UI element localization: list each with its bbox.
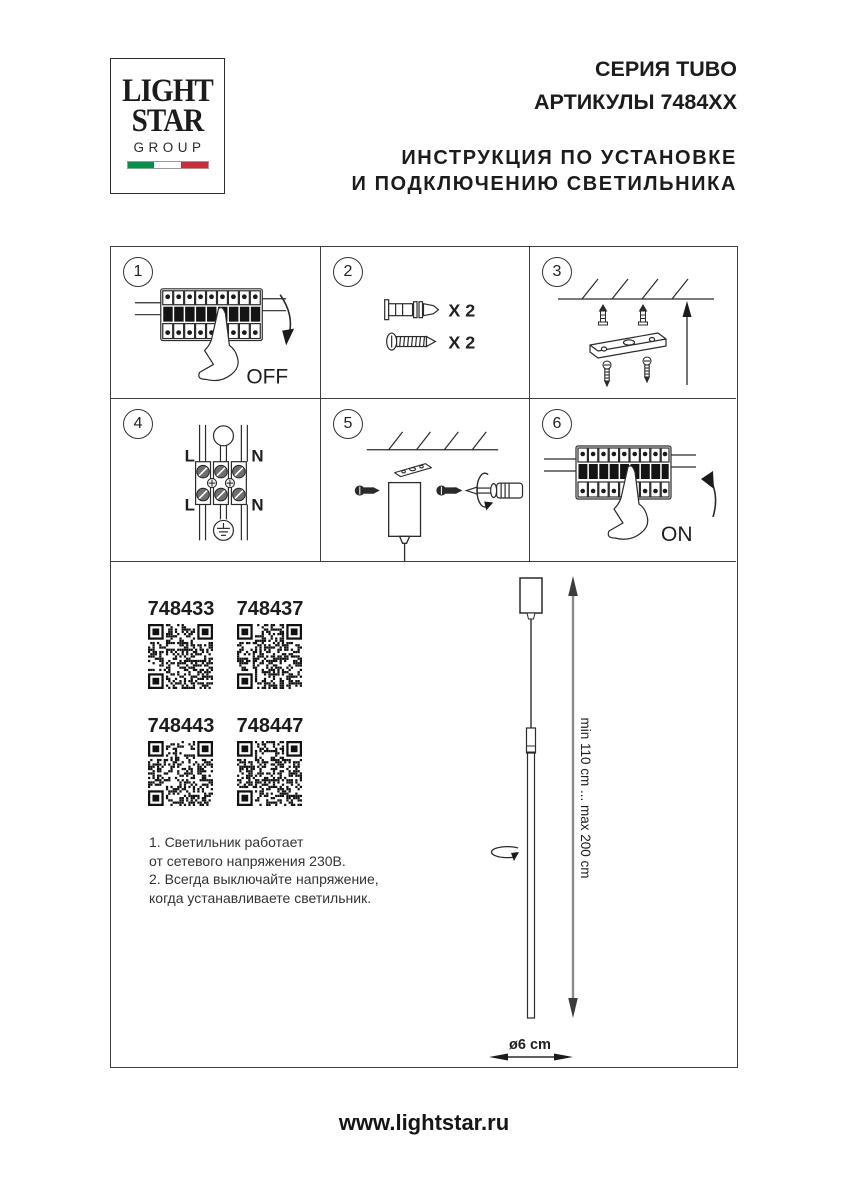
anchor-qty-label: X 2 — [448, 300, 476, 321]
canopy-box — [389, 483, 421, 562]
diameter-label: ø6 cm — [509, 1037, 551, 1053]
qr-code — [237, 624, 302, 689]
breaker-toggles-on — [579, 464, 669, 479]
screw-icon — [387, 333, 436, 350]
anchor-up-left — [599, 305, 608, 325]
qr-code — [148, 624, 213, 689]
articles-title: АРТИКУЛЫ 7484XX — [533, 90, 737, 114]
line-label-top: L — [184, 446, 195, 466]
screw-qty-label: X 2 — [448, 332, 476, 353]
wall-anchor-icon — [385, 300, 439, 320]
step-3-number: 3 — [552, 263, 562, 280]
note-line: от сетевого напряжения 230В. — [149, 852, 346, 869]
step-4-panel — [111, 399, 321, 562]
step-3-panel — [530, 247, 736, 399]
instruction-title — [351, 146, 737, 197]
article-label: 748443 — [147, 715, 215, 737]
lamp-tube-cap — [527, 728, 536, 753]
neutral-label-bottom: N — [251, 495, 264, 515]
safety-notes — [149, 833, 379, 907]
steps-grid — [110, 246, 738, 1068]
bracket-small — [395, 464, 432, 477]
logo-word-group: GROUP — [133, 140, 206, 155]
screw-right — [437, 486, 461, 495]
screw-down-right — [643, 357, 651, 382]
note-line: когда устанавливаете светильник. — [149, 889, 372, 906]
series-title: СЕРИЯ TUBO — [595, 57, 737, 81]
breaker-toggles-off — [163, 307, 260, 322]
step-4-badge — [123, 409, 153, 439]
rotate-down-arrow — [280, 295, 290, 335]
neutral-label-top: N — [251, 446, 264, 466]
logo-word-light: LIGHT — [122, 73, 213, 109]
step-5-number: 5 — [343, 415, 353, 432]
flag-green — [128, 162, 155, 168]
terminal-screws — [197, 465, 245, 500]
line-label-bottom: L — [184, 495, 195, 515]
step-5-panel — [321, 399, 530, 562]
qr-code — [148, 741, 213, 806]
screwdriver-icon — [466, 483, 522, 498]
screw-down-left — [603, 361, 611, 386]
instruction-title-line2: И ПОДКЛЮЧЕНИЮ СВЕТИЛЬНИКА — [351, 172, 737, 195]
website-url: www.lightstar.ru — [338, 1110, 510, 1135]
article-label: 748437 — [236, 598, 304, 620]
lightstar-logo — [110, 58, 225, 194]
step-2-badge — [333, 257, 363, 287]
height-range-label: min 110 cm ... max 200 cm — [578, 717, 593, 879]
on-label: ON — [661, 523, 693, 546]
qr-code — [237, 741, 302, 806]
off-label: OFF — [246, 365, 289, 389]
step-6-badge — [542, 409, 572, 439]
diameter-dimension — [489, 1037, 573, 1061]
step-1-badge — [123, 257, 153, 287]
step-6-panel — [530, 399, 736, 562]
hook-ring — [214, 426, 234, 446]
article-label: 748433 — [147, 598, 215, 620]
height-dimension — [568, 576, 593, 1018]
earth-symbol — [214, 520, 234, 540]
flag-red — [181, 162, 208, 168]
step-2-number: 2 — [343, 263, 353, 280]
flag-white — [154, 162, 181, 168]
step-5-badge — [333, 409, 363, 439]
anchor-up-right — [639, 305, 648, 325]
note-line: 1. Светильник работает — [149, 834, 304, 850]
up-arrow — [683, 301, 692, 385]
screw-left — [355, 486, 378, 495]
instruction-title-line1: ИНСТРУКЦИЯ ПО УСТАНОВКЕ — [401, 147, 737, 169]
lamp-tube — [528, 753, 535, 1018]
product-info-panel — [111, 562, 736, 1066]
step-6-number: 6 — [552, 415, 562, 432]
step-4-number: 4 — [133, 415, 143, 432]
mounting-bracket-icon — [590, 333, 666, 358]
note-line: 2. Всегда выключайте напряжение, — [149, 871, 379, 888]
article-label: 748447 — [236, 715, 304, 737]
step-3-badge — [542, 257, 572, 287]
step-1-panel — [111, 247, 321, 399]
step-1-number: 1 — [133, 263, 143, 280]
logo-word-star: STAR — [131, 103, 204, 139]
italian-flag-icon — [127, 161, 209, 169]
lamp-canopy — [520, 578, 542, 613]
step-2-panel — [321, 247, 530, 399]
